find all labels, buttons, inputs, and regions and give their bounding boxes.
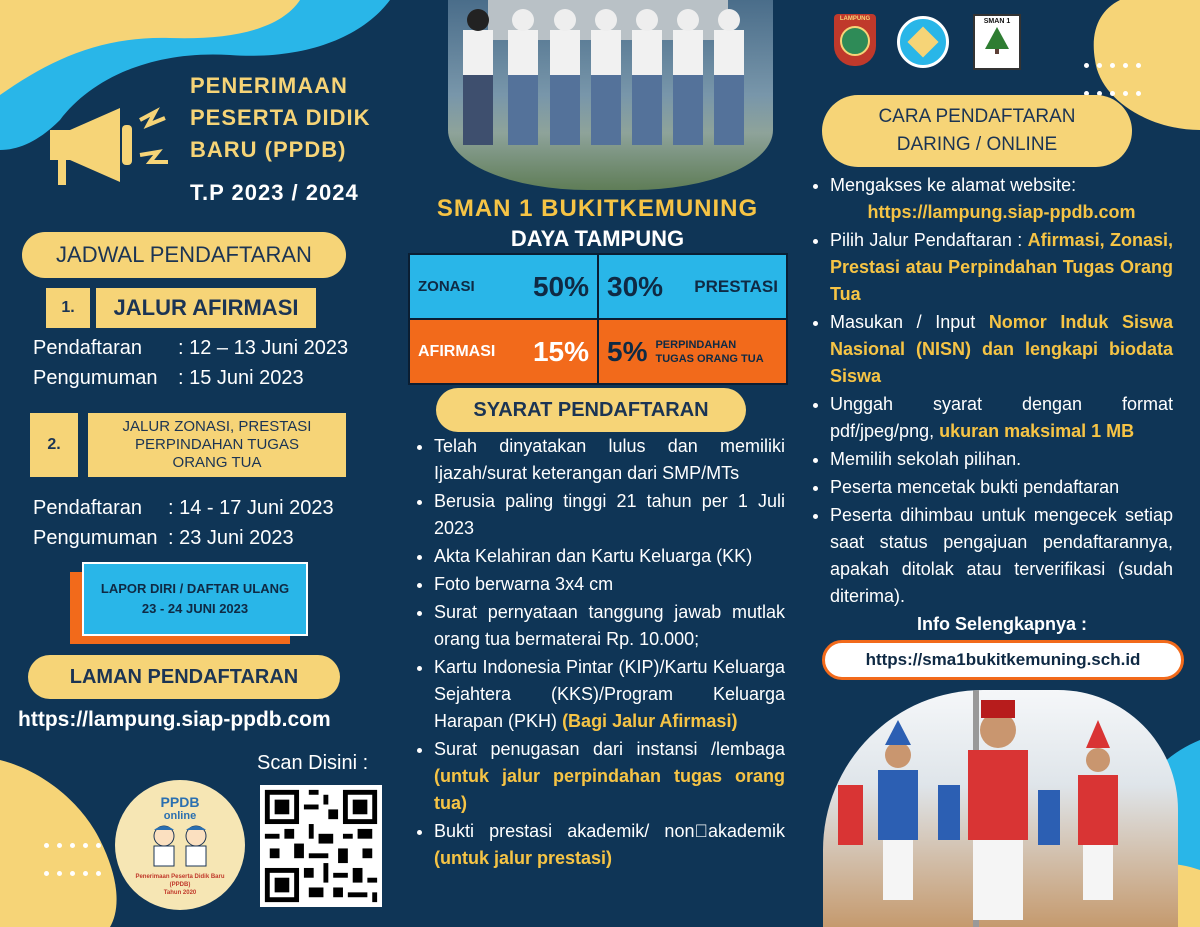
student-mascots-icon: [140, 822, 220, 868]
sman1-logo-text: SMAN 1: [983, 18, 1011, 25]
syarat-heading: SYARAT PENDAFTARAN: [436, 388, 746, 432]
jalur2-dates: [33, 493, 334, 553]
title-line: PESERTA DIDIK: [190, 105, 371, 130]
quota-cell-perpindahan: [599, 320, 786, 383]
students-photo: [448, 0, 773, 190]
syarat-text: Kartu Indonesia Pintar (KIP)/Kartu Keluarga Sejahtera (KKS)/Program Keluarga Harapan (PKH): [434, 657, 785, 731]
step-text: Peserta mencetak bukti pendaftaran: [830, 477, 1120, 497]
syarat-text: Telah dinyatakan lulus dan memiliki Ijazah/surat keterangan dari SMP/MTs: [434, 436, 785, 483]
quota-label: ZONASI: [418, 278, 475, 295]
jalur2-name-line: PERPINDAHAN TUGAS: [135, 436, 299, 453]
jalur2-number: 2.: [30, 413, 78, 477]
jadwal-heading: JADWAL PENDAFTARAN: [22, 232, 346, 278]
logo-caption: Tahun 2020: [163, 890, 197, 896]
syarat-text: Foto berwarna 3x4 cm: [434, 574, 614, 594]
syarat-highlight: (untuk jalur prestasi): [434, 848, 613, 868]
syarat-list: [412, 433, 785, 873]
laman-heading: LAMAN PENDAFTARAN: [28, 655, 340, 699]
steps-list: [808, 172, 1173, 611]
logo-caption: (PPDB): [169, 882, 191, 888]
syarat-item: [434, 433, 785, 487]
info-url[interactable]: https://sma1bukitkemuning.sch.id: [822, 640, 1184, 680]
syarat-text: Surat pernyataan tanggung jawab mutlak orang tua bermaterai Rp. 10.000;: [434, 602, 785, 649]
step-highlight: Nomor Induk Siswa Nasional (NISN) dan lengkapi biodata Siswa: [830, 312, 1173, 386]
quota-cell-prestasi: [599, 255, 786, 318]
syarat-text: Surat penugasan dari instansi /lembaga: [434, 739, 785, 759]
megaphone-icon: [40, 100, 180, 190]
syarat-item: [434, 543, 785, 570]
cara-line: DARING / ONLINE: [896, 134, 1058, 155]
quota-label: AFIRMASI: [418, 342, 496, 360]
quota-value: 50%: [532, 270, 589, 302]
decorative-dots-left: [40, 835, 105, 881]
logo-caption: Penerimaan Peserta Didik Baru: [135, 874, 225, 880]
jalur2-name-line: JALUR ZONASI, PRESTASI: [122, 418, 312, 435]
page-title: [190, 70, 370, 166]
syarat-item: [434, 599, 785, 653]
info-label: Info Selengkapnya :: [916, 614, 1088, 634]
jalur1-dates: [33, 333, 348, 393]
syarat-text: Akta Kelahiran dan Kartu Keluarga (KK): [434, 546, 753, 566]
syarat-text: Berusia paling tinggi 21 tahun per 1 Juli 2023: [434, 491, 785, 538]
jalur2-name: [88, 413, 346, 477]
syarat-item: [434, 736, 785, 817]
cara-line: CARA PENDAFTARAN: [878, 106, 1076, 127]
qr-code[interactable]: [260, 785, 382, 907]
step-text: Memilih sekolah pilihan.: [830, 449, 1022, 469]
sman1-logo: [973, 14, 1021, 70]
quota-cell-zonasi: [410, 255, 597, 318]
value: : 15 Juni 2023: [178, 367, 304, 389]
quota-value: 30%: [607, 270, 664, 302]
syarat-item: [434, 488, 785, 542]
value: : 14 - 17 Juni 2023: [168, 497, 334, 519]
title-line: PENERIMAAN: [190, 73, 348, 98]
quota-label-line: PERPINDAHAN: [655, 338, 737, 351]
logo-online-text: online: [163, 810, 197, 822]
laman-url[interactable]: https://lampung.siap-ppdb.com: [18, 708, 331, 731]
lapor-line: LAPOR DIRI / DAFTAR ULANG: [100, 581, 290, 596]
step-item: [830, 227, 1173, 308]
step-text: Masukan / Input: [830, 312, 989, 332]
tree-icon: [982, 25, 1012, 55]
lapor-line: 23 - 24 JUNI 2023: [141, 601, 249, 616]
step-text: Mengakses ke alamat website:: [830, 175, 1077, 195]
title-line: BARU (PPDB): [190, 137, 347, 162]
jalur2-name-line: ORANG TUA: [172, 454, 262, 471]
step-item: [830, 446, 1173, 473]
syarat-item: [434, 571, 785, 598]
step-highlight: Afirmasi, Zonasi, Prestasi atau Perpindahan Tugas Orang Tua: [830, 230, 1173, 304]
label: Pengumuman: [33, 367, 158, 389]
label: Pendaftaran: [33, 497, 142, 519]
cara-heading: [822, 95, 1132, 167]
step-text: Unggah syarat dengan format pdf/jpeg/png,: [830, 394, 1173, 441]
syarat-text: Bukti prestasi akademik/ non akademik: [434, 821, 785, 841]
lampung-logo-text: LAMPUNG: [839, 16, 871, 22]
quota-label-line: TUGAS ORANG TUA: [655, 352, 764, 365]
syarat-highlight: (Bagi Jalur Afirmasi): [562, 711, 738, 731]
quota-value: 15%: [532, 335, 589, 367]
school-year: T.P 2023 / 2024: [190, 180, 359, 205]
ppdb-online-logo: [115, 780, 245, 910]
quota-label: PRESTASI: [694, 276, 778, 296]
website-link[interactable]: https://lampung.siap-ppdb.com: [867, 202, 1136, 222]
quota-table: [408, 253, 788, 385]
step-item: [830, 309, 1173, 390]
scan-label: Scan Disini :: [257, 752, 369, 774]
syarat-item: [434, 818, 785, 872]
school-name: SMAN 1 BUKITKEMUNING: [436, 195, 759, 222]
syarat-item: [434, 654, 785, 735]
lapor-diri-box: [82, 562, 308, 636]
step-item: [830, 391, 1173, 445]
step-highlight: ukuran maksimal 1 MB: [939, 421, 1135, 441]
quota-value: 5%: [607, 335, 648, 367]
students-illustration: [448, 0, 773, 190]
logo-ppdb-text: PPDB: [160, 794, 200, 810]
step-text: Peserta dihimbau untuk mengecek setiap saat status pengajuan pendaftarannya, apakah ditolak atau terverifikasi (sudah diterima).: [830, 505, 1173, 606]
quota-cell-afirmasi: [410, 320, 597, 383]
label: Pengumuman: [33, 527, 158, 549]
kemendikbud-logo: [897, 16, 949, 68]
lampung-logo: [834, 14, 876, 66]
jalur1-number: 1.: [42, 288, 90, 328]
syarat-highlight: (untuk jalur perpindahan tugas orang tua): [434, 766, 785, 813]
label: Pendaftaran: [33, 337, 142, 359]
step-text: Pilih Jalur Pendaftaran :: [830, 230, 1028, 250]
step-item: [830, 172, 1173, 226]
step-item: [830, 474, 1173, 501]
daya-tampung-heading: DAYA TAMPUNG: [510, 226, 685, 251]
value: : 23 Juni 2023: [168, 527, 294, 549]
value: : 12 – 13 Juni 2023: [178, 337, 349, 359]
jalur1-name: JALUR AFIRMASI: [96, 288, 316, 328]
step-item: [830, 502, 1173, 610]
